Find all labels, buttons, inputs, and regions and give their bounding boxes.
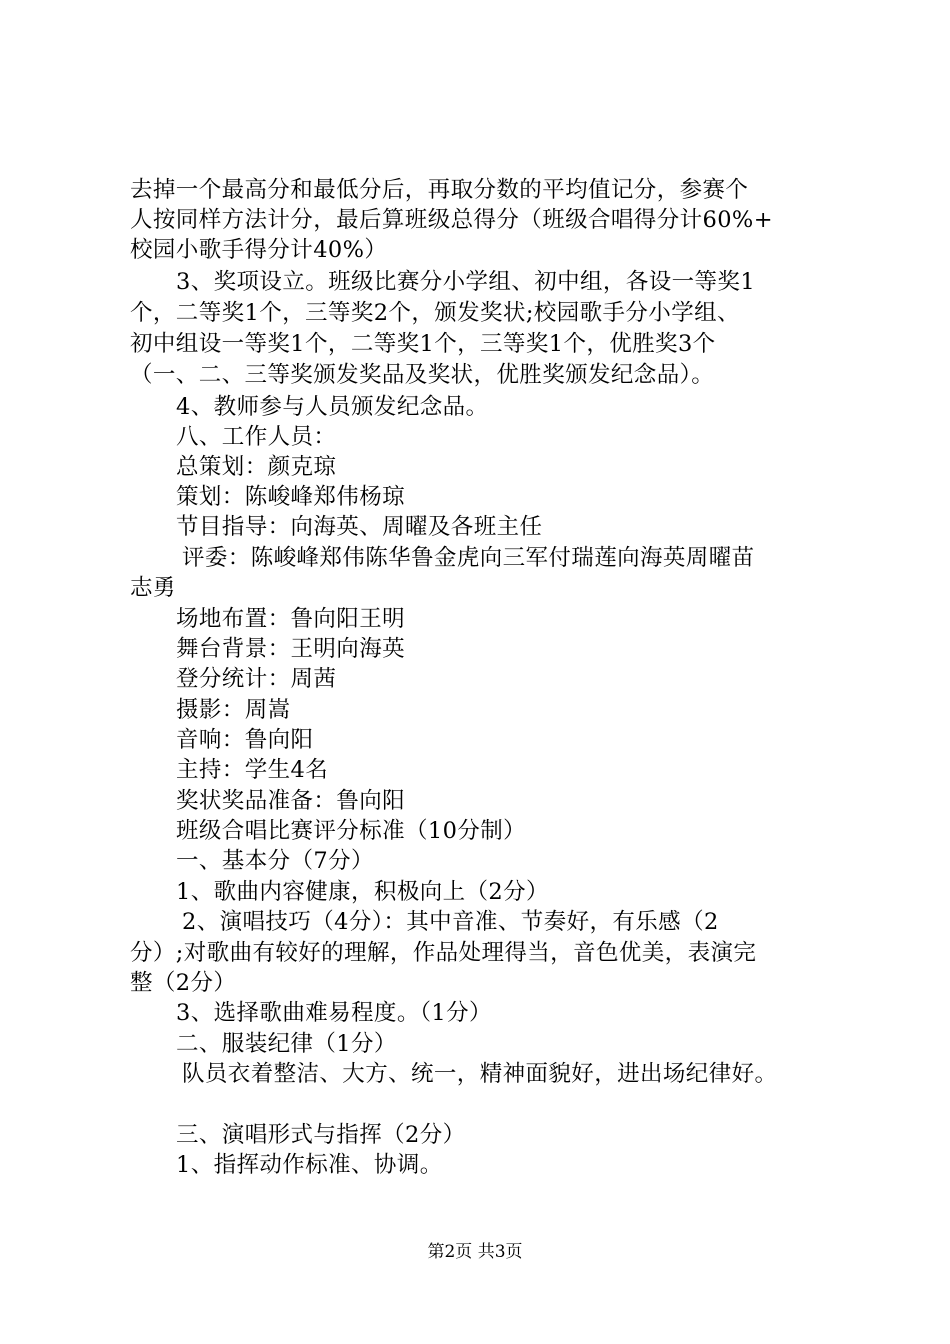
text-line: 舞台背景：王明向海英 — [176, 636, 406, 662]
text-line: 八、工作人员： — [176, 424, 337, 450]
text-line: 评委：陈峻峰郑伟陈华鲁金虎向三军付瑞莲向海英周曜苗 — [182, 545, 755, 571]
text-line: 班级合唱比赛评分标准（10分制） — [176, 818, 527, 844]
text-line: 二、服装纪律（1分） — [176, 1031, 397, 1057]
text-line: 场地布置：鲁向阳王明 — [176, 606, 406, 632]
page-number-footer: 第2页 共3页 — [427, 1242, 523, 1262]
text-line: 初中组设一等奖1个，二等奖1个，三等奖1个，优胜奖3个 — [130, 331, 716, 357]
text-line: 音响：鲁向阳 — [176, 727, 314, 753]
text-line: 摄影：周嵩 — [176, 697, 291, 723]
text-line: 2、演唱技巧（4分）：其中音准、节奏好，有乐感（2 — [182, 909, 719, 935]
text-line: 奖状奖品准备：鲁向阳 — [176, 788, 406, 814]
text-line: 个，二等奖1个，三等奖2个，颁发奖状;校园歌手分小学组、 — [130, 300, 740, 326]
text-line: 一、基本分（7分） — [176, 848, 374, 874]
text-line: 登分统计：周茜 — [176, 666, 337, 692]
text-line: 策划：陈峻峰郑伟杨琼 — [176, 484, 406, 510]
text-line: 队员衣着整洁、大方、统一，精神面貌好，进出场纪律好。 — [182, 1061, 778, 1087]
text-line: 节目指导：向海英、周曜及各班主任 — [176, 514, 543, 540]
text-line: 校园小歌手得分计40%） — [130, 237, 388, 263]
text-line: 3、选择歌曲难易程度。（1分） — [176, 1000, 492, 1026]
text-line: 分）;对歌曲有较好的理解，作品处理得当，音色优美，表演完 — [130, 940, 757, 966]
text-line: 整（2分） — [130, 970, 237, 996]
text-line: 去掉一个最高分和最低分后，再取分数的平均值记分，参赛个 — [130, 177, 749, 203]
text-line: 主持：学生4名 — [176, 757, 329, 783]
text-line: （一、二、三等奖颁发奖品及奖状，优胜奖颁发纪念品）。 — [130, 362, 715, 388]
text-line: 三、演唱形式与指挥（2分） — [176, 1122, 466, 1148]
text-line: 1、歌曲内容健康，积极向上（2分） — [176, 879, 549, 905]
text-line: 4、教师参与人员颁发纪念品。 — [176, 394, 489, 420]
text-line: 3、奖项设立。班级比赛分小学组、初中组，各设一等奖1 — [176, 269, 756, 295]
text-line: 1、指挥动作标准、协调。 — [176, 1152, 443, 1178]
text-line: 志勇 — [130, 575, 176, 601]
text-line: 总策划：颜克琼 — [176, 454, 337, 480]
text-line: 人按同样方法计分，最后算班级总得分（班级合唱得分计60%+ — [130, 207, 773, 233]
